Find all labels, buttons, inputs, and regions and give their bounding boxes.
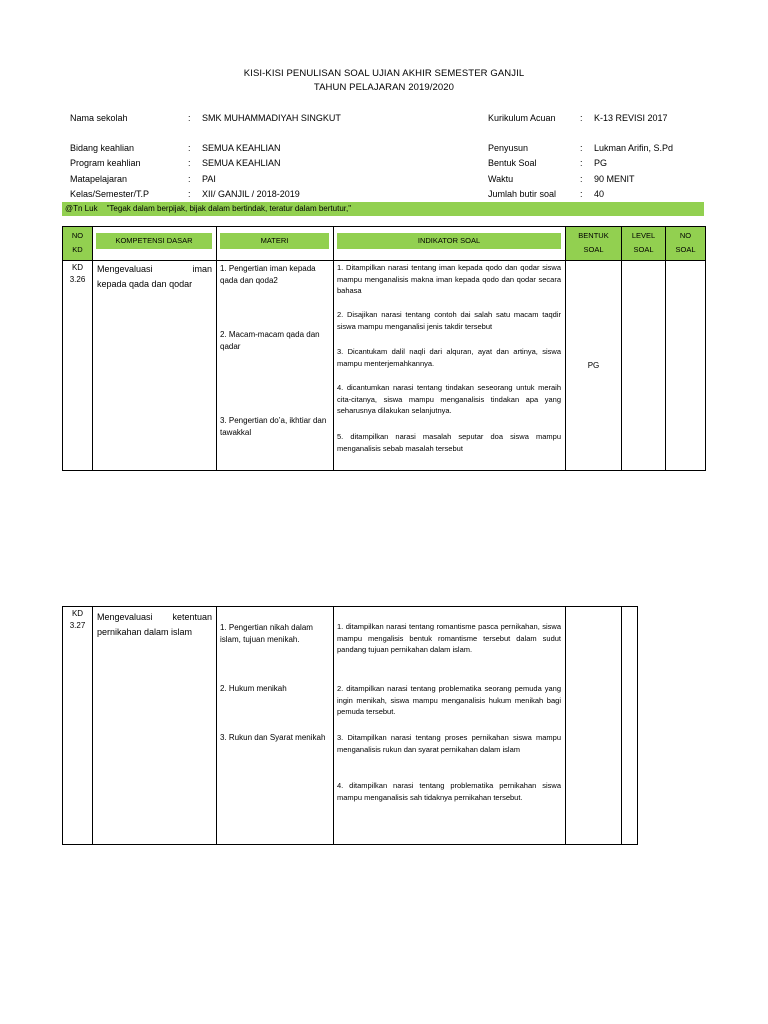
info-value-kelas: XII/ GANJIL / 2018-2019 xyxy=(202,189,300,199)
header-no-kd-line1: NO xyxy=(71,231,84,240)
info-value-program-keahlian: SEMUA KEAHLIAN xyxy=(202,158,281,168)
indikator-item: 2. Disajikan narasi tentang contoh dai salah satu macam taqdir siswa mampu menganalisi jenis takdir tersebut xyxy=(337,310,561,331)
table-row xyxy=(63,261,706,471)
row-level-soal xyxy=(622,261,666,471)
row-bentuk-soal xyxy=(566,607,622,845)
table-row xyxy=(63,607,638,845)
header-indikator xyxy=(334,227,566,261)
info-sep: : xyxy=(188,113,191,123)
row-indikator xyxy=(334,607,566,845)
motto-author: @Tn Luk xyxy=(65,204,98,213)
info-value-jumlah-butir: 40 xyxy=(594,189,605,199)
header-materi xyxy=(217,227,334,261)
header-no-soal-line1: NO xyxy=(679,231,692,240)
header-level-soal xyxy=(622,227,666,261)
info-sep: : xyxy=(580,158,583,168)
info-label-kurikulum: Kurikulum Acuan xyxy=(488,113,556,123)
info-sep: : xyxy=(188,143,191,153)
materi-item: 3. Rukun dan Syarat menikah xyxy=(220,733,326,742)
header-no-kd xyxy=(63,227,93,261)
materi-item: 1. Pengertian iman kepada qada dan qoda2 xyxy=(220,264,316,285)
row-kd-label: KD xyxy=(71,263,84,272)
row-no-soal xyxy=(666,261,706,471)
motto-banner xyxy=(62,202,704,216)
header-bentuk-soal xyxy=(566,227,622,261)
info-label-kelas: Kelas/Semester/T.P xyxy=(70,189,150,199)
info-label-program-keahlian: Program keahlian xyxy=(70,158,141,168)
row-materi xyxy=(217,261,334,471)
info-sep: : xyxy=(580,189,583,199)
info-value-nama-sekolah: SMK MUHAMMADIYAH SINGKUT xyxy=(202,113,341,123)
header-level-line2: SOAL xyxy=(633,245,654,254)
info-label-penyusun: Penyusun xyxy=(488,143,529,153)
header-indikator-label: INDIKATOR SOAL xyxy=(337,233,561,249)
row-materi xyxy=(217,607,334,845)
info-label-nama-sekolah: Nama sekolah xyxy=(70,113,128,123)
info-label-waktu: Waktu xyxy=(488,174,514,184)
info-label-bidang-keahlian: Bidang keahlian xyxy=(70,143,135,153)
info-sep: : xyxy=(580,143,583,153)
indikator-item: 4. dicantumkan narasi tentang tindakan seseorang untuk meraih cita-citanya, siswa mampu menganalisis tindakan apa yang seharusnya dilakukan selanjutnya. xyxy=(337,383,561,415)
materi-item: 3. Pengertian do’a, ikhtiar dan tawakkal xyxy=(220,416,327,437)
row-kd xyxy=(63,607,93,845)
row-kd-number: 3.27 xyxy=(69,621,86,630)
kisi-kisi-table-1 xyxy=(62,226,706,471)
materi-item: 1. Pengertian nikah dalam islam, tujuan menikah. xyxy=(220,623,313,644)
header-level-line1: LEVEL xyxy=(631,231,656,240)
info-value-bentuk-soal: PG xyxy=(594,158,608,168)
info-value-kurikulum: K-13 REVISI 2017 xyxy=(594,113,668,123)
document-title: KISI-KISI PENULISAN SOAL UJIAN AKHIR SEMESTER GANJIL xyxy=(243,68,525,79)
motto-quote: "Tegak dalam berpijak, bijak dalam bertindak, teratur dalam bertutur," xyxy=(106,204,352,213)
info-label-jumlah-butir: Jumlah butir soal xyxy=(488,189,557,199)
row-kompetensi-line2: pernikahan dalam islam xyxy=(97,627,193,637)
info-value-matapelajaran: PAI xyxy=(202,174,216,184)
info-value-waktu: 90 MENIT xyxy=(594,174,635,184)
info-sep: : xyxy=(188,189,191,199)
indikator-item: 3. Ditampilkan narasi tentang proses pernikahan siswa mampu menganalisis rukun dan syarat pernikahan dalam islam xyxy=(337,733,561,754)
indikator-item: 1. Ditampilkan narasi tentang iman kepada qodo dan qodar siswa mampu menganalisis makna iman kepada qodo dan qodar secara bahasa xyxy=(337,263,561,295)
materi-item: 2. Hukum menikah xyxy=(220,684,287,693)
header-bentuk-line1: BENTUK xyxy=(578,231,609,240)
row-indikator xyxy=(334,261,566,471)
info-label-matapelajaran: Matapelajaran xyxy=(70,174,128,184)
materi-item: 2. Macam-macam qada dan qadar xyxy=(220,330,320,351)
header-kompetensi xyxy=(93,227,217,261)
kisi-kisi-table-2 xyxy=(62,606,638,845)
indikator-item: 1. ditampilkan narasi tentang romantisme pasca pernikahan, siswa mampu mengalisis bentuk romantisme tersebut dalam sudut pandang tujuan pernikahan dalam islam. xyxy=(337,622,561,654)
row-kompetensi-line2: kepada qada dan qodar xyxy=(97,279,193,289)
info-label-bentuk-soal: Bentuk Soal xyxy=(488,158,537,168)
header-kompetensi-label: KOMPETENSI DASAR xyxy=(96,233,212,249)
info-sep: : xyxy=(580,174,583,184)
indikator-item: 4. ditampilkan narasi tentang problematika pernikahan siswa mampu menganalisis sah tidaknya pernikahan tersebut. xyxy=(337,781,561,802)
table-header-row xyxy=(63,227,706,261)
header-no-soal-line2: SOAL xyxy=(675,245,696,254)
info-value-bidang-keahlian: SEMUA KEAHLIAN xyxy=(202,143,281,153)
indikator-item: 5. ditampilkan narasi masalah seputar doa siswa mampu menganalisis sebab masalah tersebut xyxy=(337,432,561,453)
row-kd-label: KD xyxy=(71,609,84,618)
row-bentuk-soal: PG xyxy=(566,261,622,471)
row-kompetensi-line1: Mengevaluasi iman xyxy=(97,264,212,274)
info-value-penyusun: Lukman Arifin, S.Pd xyxy=(594,143,674,153)
header-materi-label: MATERI xyxy=(220,233,329,249)
row-level-soal xyxy=(622,607,638,845)
info-sep: : xyxy=(188,158,191,168)
indikator-item: 2. ditampilkan narasi tentang problematika seorang pemuda yang ingin menikah, siswa mampu menganalisis hukum menikah bagi pemuda tersebut. xyxy=(337,684,561,716)
info-sep: : xyxy=(188,174,191,184)
header-no-soal xyxy=(666,227,706,261)
info-sep: : xyxy=(580,113,583,123)
indikator-item: 3. Dicantukam dalil naqli dari alquran, ayat dan artinya, siswa mampu menterjemahkannya. xyxy=(337,347,561,368)
row-kd-number: 3.26 xyxy=(69,275,86,284)
row-kompetensi xyxy=(93,261,217,471)
row-kd xyxy=(63,261,93,471)
header-no-kd-line2: KD xyxy=(72,245,83,254)
row-kompetensi xyxy=(93,607,217,845)
header-bentuk-line2: SOAL xyxy=(583,245,604,254)
document-subtitle: TAHUN PELAJARAN 2019/2020 xyxy=(313,82,455,93)
row-kompetensi-line1: Mengevaluasi ketentuan xyxy=(97,612,212,622)
